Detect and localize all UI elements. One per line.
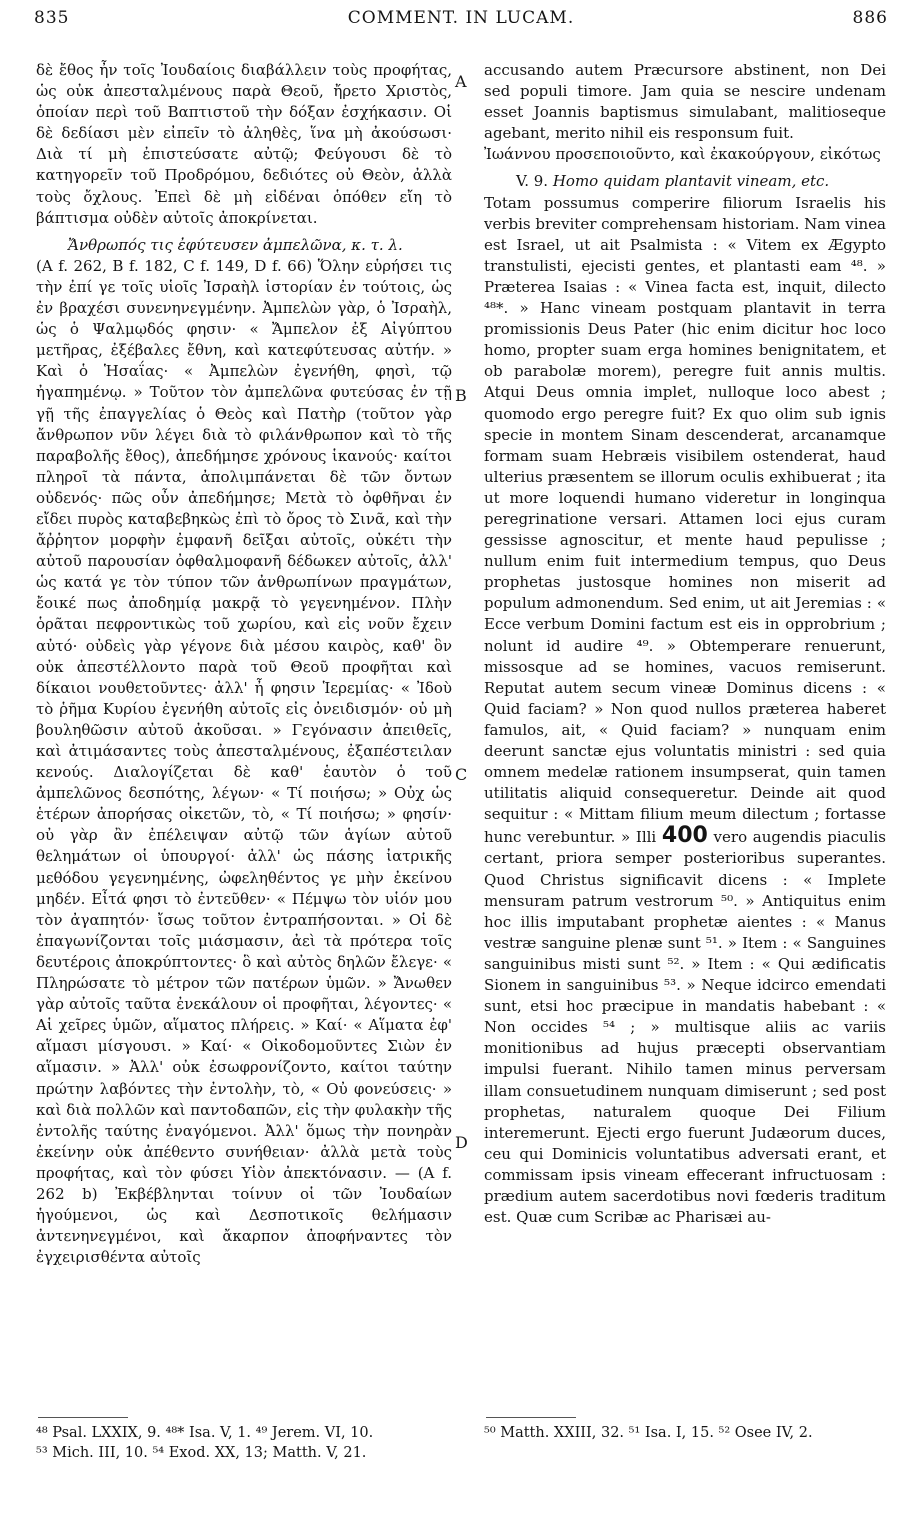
latin-commentary-part-1: Totam possumus comperire filiorum Israelis his verbis breviter comprehensam historiam. Nam vinea est Israel, ut ait Psalmista : « Vitem ex Ægypto transtulisti, ejecisti gentes, et plantasti eam ⁴⁸. » Præterea Isaias : « Vinea facta est, inquit, dilecto ⁴⁸*. » Hanc vineam postquam plantavit in terra promissionis Deus Pater (hic enim dicitur hoc loco homo, propter suam erga homines benignitatem, et ob parabolæ morem), peregre fuit annis multis. Atqui Deus omnia implet, nulloque loco abest ; quomodo ergo peregre fuit? Ex quo olim sub ignis specie in montem Sinam descenderat, arcanamque formam suam Hebræis visibilem ostenderat, haud ulterius præsentem se illorum oculis exhibuerat ; ita ut more loquendi humano videretur in longinqua peregrinatione versari. Attamen loci ejus curam gessisse agnoscitur, et mente haud pepulisse ; nullum enim fuit intermedium tempus, quo Deus prophetas justosque homines non miserit ad populum admonendum. Sed enim, ut ait Jeremias : « Ecce verbum Domini factum est eis in opprobrium ; nolunt id audire ⁴⁹. » Obtemperare renuerunt, missosque ad se homines, vacuos remiserunt. Reputat autem secum vineæ Dominus dicens : « Quid faciam? » Non quod nullos præterea haberet famulos, ait, « Quid faciam? » nunquam enim deerunt sanctæ ejus voluntatis ministri : sed quia omnem medelæ rationem insumpserat, quin tamen utilitatis aliquid consequeretur. Deinde ait quod sequitur : « Mittam filium meum dilectum ; fortasse hunc verebuntur. » Illi xyxy=(484,193,886,847)
latin-lemma xyxy=(484,171,886,192)
footnote-rule-right xyxy=(486,1417,576,1418)
greek-top-paragraph: δὲ ἔθος ἦν τοῖς Ἰουδαίοις διαβάλλειν τοὺς προφήτας, ὡς οὐκ ἀπεσταλμένους παρὰ Θεοῦ, ἤρετο Χριστὸς, ὁποίαν περὶ τοῦ Βαπτιστοῦ τὴν δόξαν ἐσχήκασιν. Οἱ δὲ δεδίασι μὲν εἰπεῖν τὸ ἀληθὲς, ἵνα μὴ ἀκούσωσι· Διὰ τί μὴ ἐπιστεύσατε αὐτῷ; Φεύγουσι δὲ τὸ κατηγορεῖν τοῦ Προδρόμου, δεδιότες οὐ Θεὸν, ἀλλὰ τοὺς ὄχλους. Ἐπεὶ δὲ μὴ εἰδέναι ὁπόθεν εἴη τὸ βάπτισμα οὐδὲν αὐτοῖς ἀποκρίνεται. xyxy=(36,61,452,227)
footnote-line: ⁴⁸ Psal. LXXIX, 9. ⁴⁸* Isa. V, 1. ⁴⁹ Jerem. VI, 10. xyxy=(36,1425,374,1441)
latin-top-paragraph: accusando autem Præcursore abstinent, non Dei sed populi timore. Jam quia se nescire undenam esset Joannis baptismus simulabant, malitioseque agebant, merito nihil eis responsum fuit. xyxy=(484,61,886,143)
latin-commentary xyxy=(484,193,886,1229)
lemma-text: Homo quidam plantavit vineam, etc. xyxy=(552,172,830,191)
greek-commentary: (A f. 262, B f. 182, C f. 149, D f. 66) Ὅλην εὑρήσει τις τὴν ἐπί γε τοῖς υἱοῖς Ἰσραὴλ ἱστορίαν ἐν τούτοις, ὡς ἐν βραχέσι συνενηνεγμένην. Ἀμπελὼν γὰρ, ὁ Ἰσραὴλ, ὡς ὁ Ψαλμῳδός φησιν· « Ἄμπελον ἐξ Αἰγύπτου μετῆρας, ἐξέβαλες ἔθνη, καὶ κατεφύτευσας αὐτήν. » Καὶ ὁ Ἡσαΐας· « Ἀμπελὼν ἐγενήθη, φησὶ, τῷ ἠγαπημένῳ. » Τοῦτον τὸν ἀμπελῶνα φυτεύσας ἐν τῇ γῇ τῆς ἐπαγγελίας ὁ Θεὸς καὶ Πατὴρ (τοῦτον γὰρ ἄνθρωπον νῦν λέγει διὰ τὸ φιλάνθρωπον καὶ τὸ τῆς παραβολῆς ἔθος), ἀπεδήμησε χρόνους ἱκανούς· καίτοι πληροῖ τὰ πάντα, ἀπολιμπάνεται δὲ τῶν ὄντων οὐδενός· πῶς οὖν ἀπεδήμησε; Μετὰ τὸ ὀφθῆναι ἐν εἴδει πυρὸς καταβεβηκὼς ἐπὶ τὸ ὄρος τὸ Σινᾶ, καὶ τὴν ἄῤῥητον μορφὴν ἐμφανῆ δεῖξαι αὐτοῖς, οὐκέτι τὴν αὐτοῦ παρουσίαν ὀφθαλμοφανῆ δέδωκεν αὐτοῖς, ἀλλ' ὡς κατά γε τὸν τύπον τῶν ἀνθρωπίνων πραγμάτων, ἔοικέ πως ἀποδημίᾳ μακρᾷ τὸ γεγενημένον. Πλὴν ὁρᾶται πεφροντικὼς τοῦ χωρίου, καὶ εἰς νοῦν ἔχειν αὐτό· οὐδεὶς γὰρ γέγονε διὰ μέσου καιρὸς, καθ' ὃν οὐκ ἀπεστέλλοντο παρὰ τοῦ Θεοῦ προφῆται καὶ δίκαιοι νουθετοῦντες· ἀλλ' ἦ φησιν Ἱερεμίας· « Ἰδοὺ τὸ ῥῆμα Κυρίου ἐγενήθη αὐτοῖς εἰς ὀνειδισμόν· οὐ μὴ βουληθῶσιν αὐτοῦ ἀκοῦσαι. » Γεγόνασιν ἀπειθεῖς, καὶ ἀτιμάσαντες τοὺς ἀπεσταλμένους, ἐξαπέστειλαν κενούς. Διαλογίζεται δὲ καθ' ἑαυτὸν ὁ τοῦ ἀμπελῶνος δεσπότης, λέγων· « Τί ποιήσω; » Οὐχ ὡς ἑτέρων ἀπορήσας οἰκετῶν, τὸ, « Τί ποιήσω; » φησίν· οὐ γὰρ ἂν ἐπέλειψαν αὐτῷ τῶν ἁγίων αὐτοῦ θελημάτων οἱ ὑπουργοί· ἀλλ' ὡς πάσης ἰατρικῆς μεθόδου γεγενημένης, ὠφεληθέντος γε μὴν ἐκείνου μηδέν. Εἶτά φησι τὸ ἐντεῦθεν· « Πέμψω τὸν υἱόν μου τὸν ἀγαπητόν· ἴσως τοῦτον ἐντραπήσονται. » Οἱ δὲ ἐπαγωνίζονται τοῖς μιάσμασιν, ἀεὶ τὰ πρότερα τοῖς δευτέροις ἀποκρύπτοντες· ὃ καὶ αὐτὸς δηλῶν ἔλεγε· « Πληρώσατε τὸ μέτρον τῶν πατέρων ὑμῶν. » Ἄνωθεν γὰρ αὐτοῖς ταῦτα ἐνεκάλουν οἱ προφῆται, λέγοντες· « Αἱ χεῖρες ὑμῶν, αἵματος πλήρεις. » Καί· « Αἵματα ἐφ' αἵμασι μίσγουσι. » Καί· « Οἰκοδομοῦντες Σιὼν ἐν αἵμασιν. » Ἀλλ' οὐκ ἐσωφρονίζοντο, καίτοι ταύτην πρώτην λαβόντες τὴν ἐντολὴν, τὸ, « Οὐ φονεύσεις· » καὶ διὰ πολλῶν καὶ παντοδαπῶν, εἰς τὴν φυλακὴν τῆς ἐντολῆς ταύτης ἐναγόμενοι. Ἀλλ' ὅμως τὴν πονηρὰν ἐκείνην οὐκ ἀπέθεντο συνήθειαν· ἀλλὰ μετὰ τοὺς προφήτας, καὶ τὸν φύσει Υἱὸν ἀπεκτόνασιν. — (A f. 262 b) Ἐκβέβληνται τοίνυν οἱ τῶν Ἰουδαίων ἡγούμενοι, ὡς καὶ Δεσποτικοῖς θελήμασιν ἀντενηνεγμένοι, καὶ ἄκαρπον ἀποφήναντες τὸν ἐγχειρισθέντα αὐτοῖς xyxy=(36,256,452,1267)
margin-marker-b: B xyxy=(455,386,467,405)
footnote-line: ⁵⁰ Matth. XXIII, 32. ⁵¹ Isa. I, 15. ⁵² Osee IV, 2. xyxy=(484,1425,813,1441)
page-number-right: 886 xyxy=(852,8,888,28)
running-title: COMMENT. IN LUCAM. xyxy=(347,8,575,28)
latin-commentary-part-2: vero augendis piaculis certant, priora semper posterioribus superantes. Quod Christus significavit dicens : « Implete mensuram patrum vestrorum ⁵⁰. » Antiquitus enim hoc illis imputabant prophetæ aientes : « Manus vestræ sanguine plenæ sunt ⁵¹. » Item : « Sanguines sanguinibus misti sunt ⁵². » Item : « Qui ædificatis Sionem in sanguinibus ⁵³. » Neque idcirco emendati sunt, etsi hoc præcipue in mandatis habebant : « Non occides ⁵⁴ ; » multisque aliis ac variis monitionibus ad hujus præcepti observantiam impulsi fuerant. Nihilo tamen minus perversam illam consuetudinem nunquam dimiserunt ; sed post prophetas, naturalem quoque Dei Filium interemerunt. Ejecti ergo fuerunt Judæorum duces, ceu qui Dominicis voluntatibus adversati erant, et commissam ipsis vineam effecerant infructuosam : prædium autem sacerdotibus novi fœderis traditum est. Quæ cum Scribæ ac Pharisæi au- xyxy=(484,828,886,1227)
original-page-mark: 400 xyxy=(661,823,708,849)
margin-marker-c: C xyxy=(455,765,468,784)
page-number-left: 835 xyxy=(34,8,70,28)
greek-continuation: Ἰωάννου προσεποιοῦντο, καὶ ἐκακούργουν, εἰκότως xyxy=(484,145,881,164)
footnote-rule-left xyxy=(38,1417,128,1418)
footnote-line: ⁵³ Mich. III, 10. ⁵⁴ Exod. XX, 13; Matth. V, 21. xyxy=(36,1445,367,1461)
running-header xyxy=(34,8,888,38)
latin-column xyxy=(484,60,886,1228)
margin-marker-d: D xyxy=(455,1133,468,1152)
footnotes-left xyxy=(36,1423,456,1463)
verse-reference: V. 9. xyxy=(516,172,549,191)
footnotes-right xyxy=(484,1423,886,1443)
margin-marker-a: A xyxy=(455,72,467,91)
greek-column xyxy=(36,60,452,1268)
greek-lemma: Ἄνθρωπός τις ἐφύτευσεν ἀμπελῶνα, κ. τ. λ. xyxy=(68,235,403,254)
